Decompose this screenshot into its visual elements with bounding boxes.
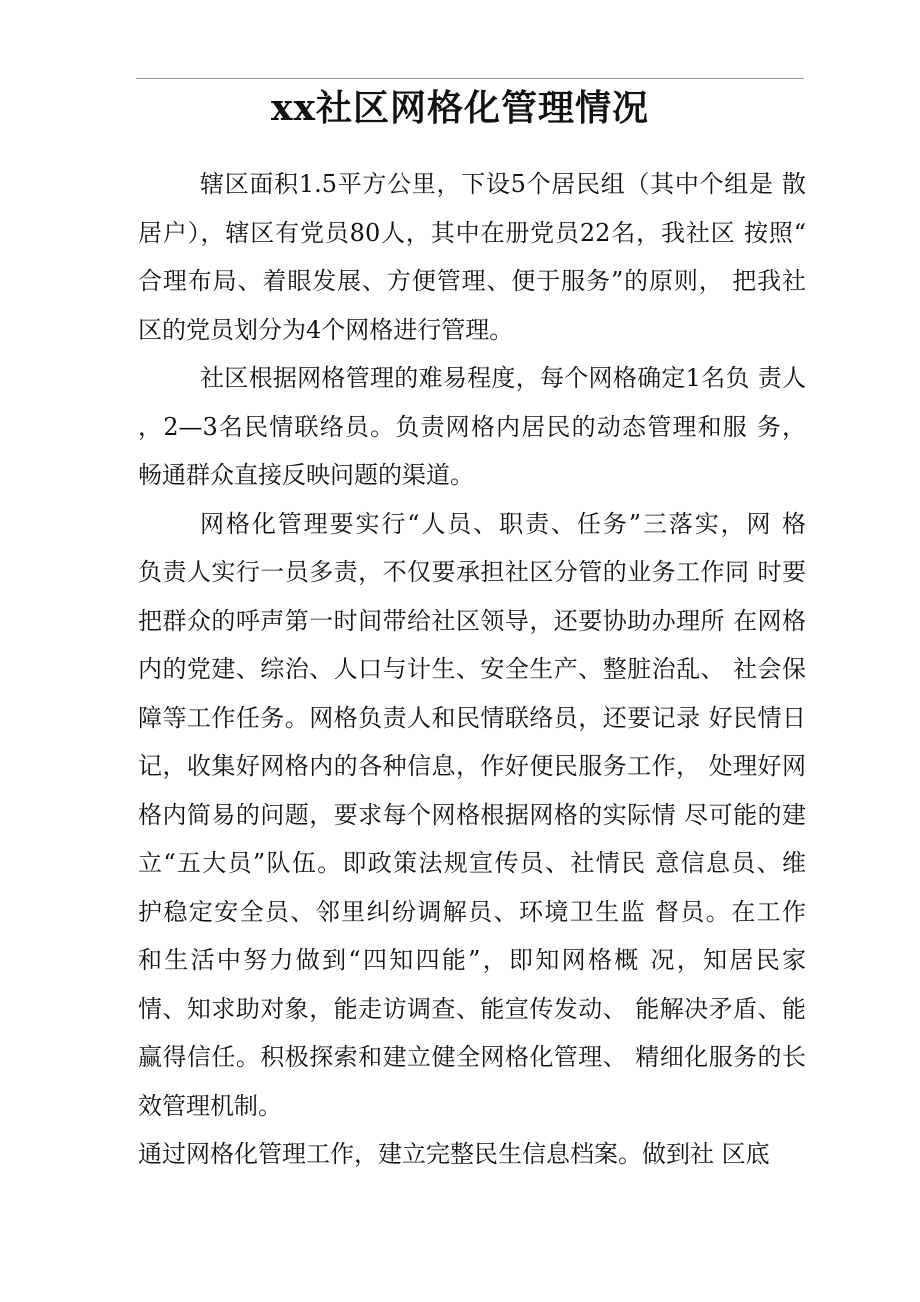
paragraph-line: 把群众的呼声第一时间带给社区领导，还要协助办理所 在网格 (138, 606, 806, 635)
paragraph (138, 160, 806, 354)
document-body (138, 160, 806, 1179)
paragraph-line: 辖区面积1.5平方公里，下设5个居民组（其中个组是 散 (200, 170, 806, 198)
paragraph-line: 内的党建、综治、人口与计生、安全生产、整脏治乱、 社会保 (138, 655, 806, 683)
paragraph (138, 1130, 806, 1179)
paragraph-line: 障等工作任务。网格负责人和民情联络员，还要记录 好民情日 (138, 703, 806, 732)
paragraph-line: 情、知求助对象，能走访调查、能宣传发动、 能解决矛盾、能 (138, 994, 806, 1023)
paragraph (138, 354, 806, 500)
paragraph-line: 社区根据网格管理的难易程度，每个网格确定1名负 责人 (200, 364, 806, 392)
paragraph-line: 记，收集好网格内的各种信息，作好便民服务工作， 处理好网 (138, 752, 806, 780)
paragraph-line: 居户），辖区有党员80人，其中在册党员22名，我社区 按照“ (138, 218, 806, 247)
paragraph-line: ，2—3名民情联络员。负责网格内居民的动态管理和服 务， (138, 412, 806, 441)
paragraph-line: 畅通群众直接反映问题的渠道。 (138, 461, 474, 489)
paragraph-line: 赢得信任。积极探索和建立健全网格化管理、 精细化服务的长 (138, 1043, 806, 1071)
paragraph-line: 负责人实行一员多责，不仅要承担社区分管的业务工作同 时要 (138, 558, 806, 586)
paragraph-line: 区的党员划分为4个网格进行管理。 (138, 315, 514, 344)
header-rule (136, 78, 804, 79)
paragraph-line: 格内简易的问题，要求每个网格根据网格的实际情 尽可能的建 (138, 800, 806, 829)
paragraph-line: 网格化管理要实行“人员、职责、任务”三落实，网 格 (200, 509, 806, 538)
page-title: xx社区网格化管理情况 (271, 87, 649, 129)
paragraph-line: 通过网格化管理工作，建立完整民生信息档案。做到社 区底 (138, 1140, 770, 1168)
paragraph-line: 立“五大员”队伍。即政策法规宣传员、社情民 意信息员、维 (138, 849, 806, 877)
paragraph-line: 护稳定安全员、邻里纠纷调解员、环境卫生监 督员。在工作 (138, 897, 806, 926)
paragraph (138, 500, 806, 1131)
paragraph-line: 合理布局、着眼发展、方便管理、便于服务”的原则， 把我社 (138, 267, 806, 295)
paragraph-line: 效管理机制。 (138, 1091, 282, 1120)
paragraph-line: 和生活中努力做到“四知四能”，即知网格概 况，知居民家 (138, 946, 806, 974)
